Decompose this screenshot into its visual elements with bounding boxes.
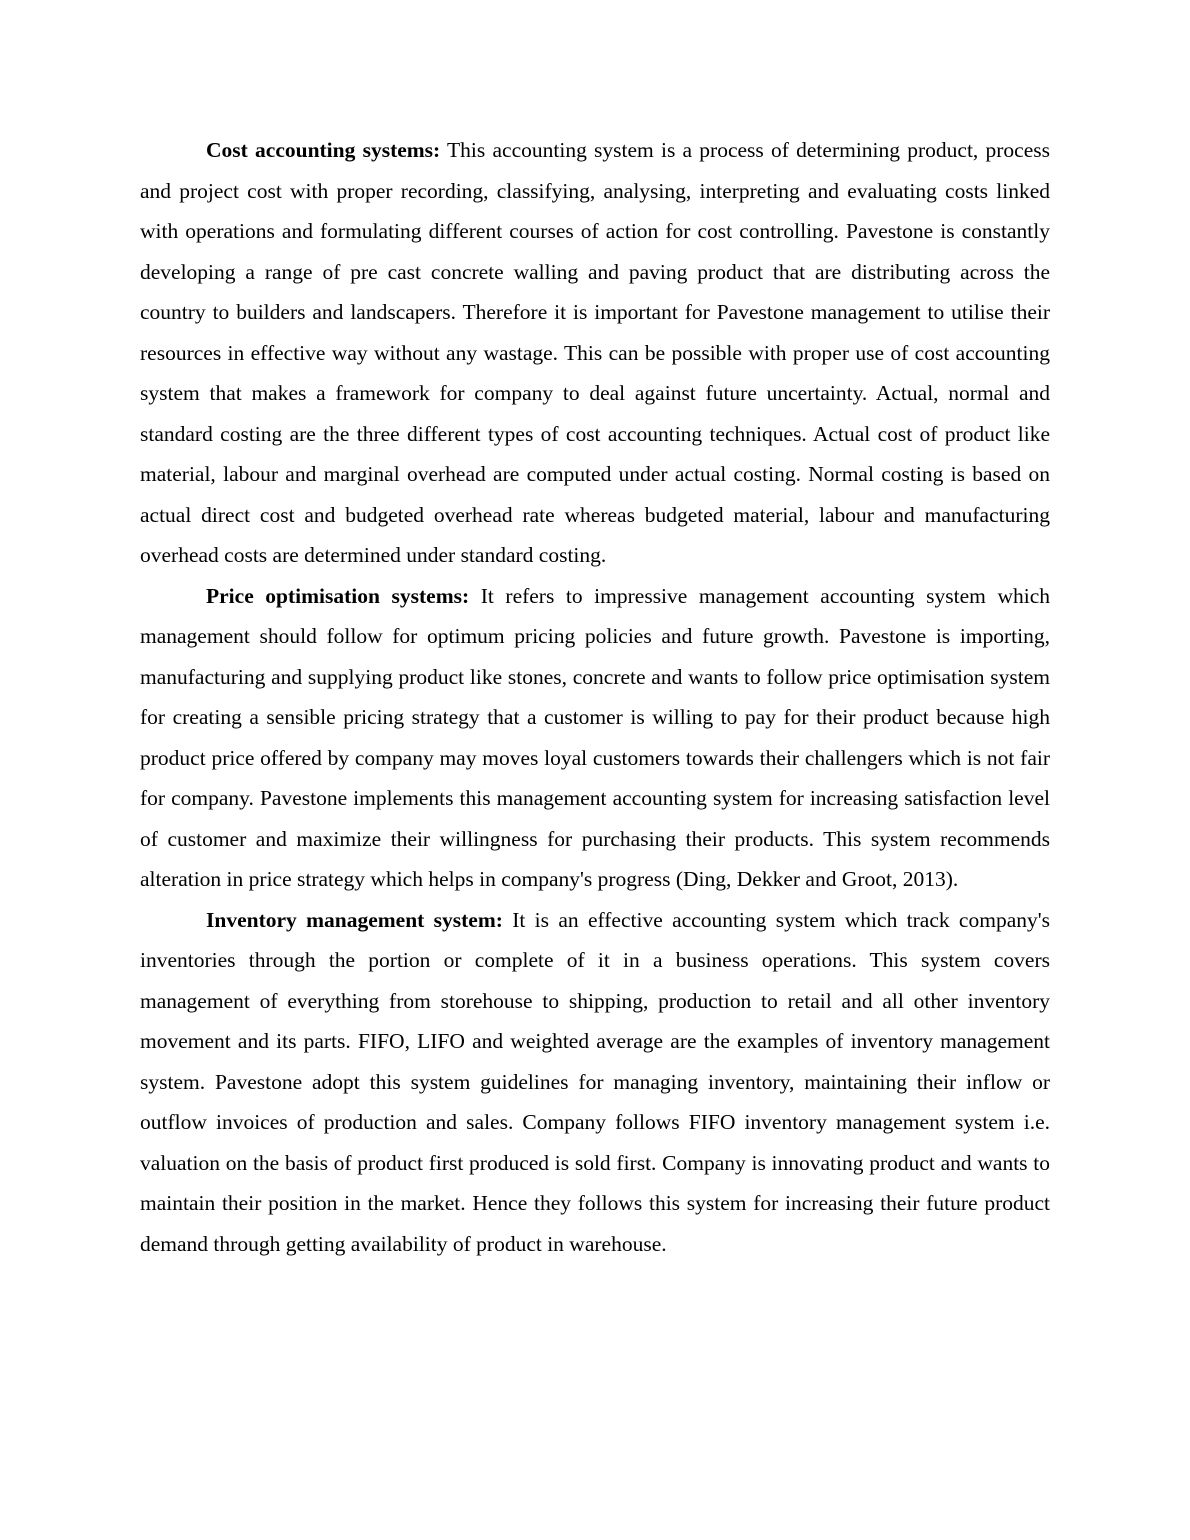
paragraph-text-inventory-management-system: It is an effective accounting system which track company's inventories through the portion or complete of it in a business operations. This system covers management of everything from storehouse to shipping, production to retail and all other inventory movement and its parts. FIFO, LIFO and weighted average are the examples of inventory management system. Pavestone adopt this system guidelines for managing inventory, maintaining their inflow or outflow invoices of production and sales. Company follows FIFO inventory management system i.e. valuation on the basis of product first produced is sold first. Company is innovating product and wants to maintain their position in the market. Hence they follows this system for increasing their future product demand through getting availability of product in warehouse. <box>140 907 1050 1256</box>
paragraph-cost-accounting-systems <box>140 130 1050 576</box>
paragraph-heading-inventory-management-system: Inventory management system: <box>206 907 503 932</box>
paragraph-text-price-optimisation-systems: It refers to impressive management accounting system which management should follow for optimum pricing policies and future growth. Pavestone is importing, manufacturing and supplying product like stones, concrete and wants to follow price optimisation system for creating a sensible pricing strategy that a customer is willing to pay for their product because high product price offered by company may moves loyal customers towards their challengers which is not fair for company. Pavestone implements this management accounting system for increasing satisfaction level of customer and maximize their willingness for purchasing their products. This system recommends alteration in price strategy which helps in company's progress (Ding, Dekker and Groot, 2013). <box>140 583 1050 891</box>
paragraph-inventory-management-system <box>140 900 1050 1265</box>
paragraph-text-cost-accounting-systems: This accounting system is a process of determining product, process and project cost with proper recording, classifying, analysing, interpreting and evaluating costs linked with operations and formulating different courses of action for cost controlling. Pavestone is constantly developing a range of pre cast concrete walling and paving product that are distributing across the country to builders and landscapers. Therefore it is important for Pavestone management to utilise their resources in effective way without any wastage. This can be possible with proper use of cost accounting system that makes a framework for company to deal against future uncertainty. Actual, normal and standard costing are the three different types of cost accounting techniques. Actual cost of product like material, labour and marginal overhead are computed under actual costing. Normal costing is based on actual direct cost and budgeted overhead rate whereas budgeted material, labour and manufacturing overhead costs are determined under standard costing. <box>140 138 1050 567</box>
paragraph-heading-price-optimisation-systems: Price optimisation systems: <box>206 583 470 608</box>
paragraph-price-optimisation-systems <box>140 576 1050 900</box>
paragraph-heading-cost-accounting-systems: Cost accounting systems: <box>206 138 441 162</box>
document-body <box>140 130 1050 1264</box>
